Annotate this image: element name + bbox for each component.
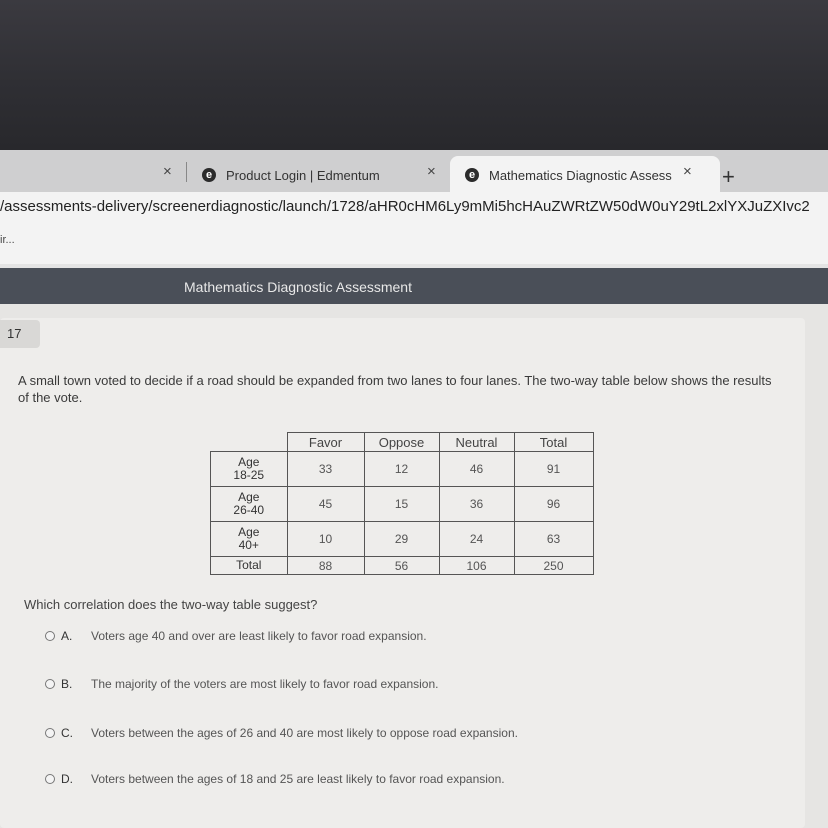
question-prompt: A small town voted to decide if a road should be expanded from two lanes to four lanes. The two-way table below shows the results of the vote. — [18, 373, 772, 405]
tab-mathematics-diagnostic[interactable] — [465, 158, 672, 192]
tab-title: Product Login | Edmentum — [226, 167, 380, 183]
close-previous-tab-icon[interactable]: × — [163, 163, 172, 180]
option-letter: B. — [61, 677, 73, 691]
bookmarks-bar — [0, 226, 828, 265]
monitor-bezel — [0, 0, 828, 150]
column-header-oppose: Oppose — [364, 433, 439, 452]
tab-title: Mathematics Diagnostic Assess — [489, 167, 672, 183]
question-ask: Which correlation does the two-way table suggest? — [24, 597, 318, 612]
question-number-badge — [0, 320, 40, 348]
option-letter: D. — [61, 772, 73, 786]
table-row — [211, 522, 594, 557]
answer-option-a[interactable] — [45, 629, 427, 643]
table-corner — [211, 433, 288, 452]
table-cell: 15 — [364, 487, 439, 522]
table-cell: 63 — [514, 522, 593, 557]
question-number: 17 — [7, 326, 22, 341]
table-cell: 33 — [287, 452, 364, 487]
table-cell: 96 — [514, 487, 593, 522]
radio-button[interactable] — [45, 679, 55, 689]
page-title: Mathematics Diagnostic Assessment — [184, 279, 412, 295]
address-bar[interactable] — [0, 192, 828, 226]
tab-separator — [186, 162, 187, 182]
table-cell: 250 — [514, 557, 593, 575]
option-text: Voters between the ages of 18 and 25 are least likely to favor road expansion. — [91, 772, 505, 786]
column-header-neutral: Neutral — [439, 433, 514, 452]
table-cell: 29 — [364, 522, 439, 557]
option-text: Voters between the ages of 26 and 40 are most likely to oppose road expansion. — [91, 726, 518, 740]
new-tab-icon[interactable]: + — [722, 164, 735, 189]
browser-window — [0, 150, 828, 828]
close-active-tab-icon[interactable]: × — [683, 163, 692, 180]
table-cell: 91 — [514, 452, 593, 487]
table-cell: 36 — [439, 487, 514, 522]
table-cell: 45 — [287, 487, 364, 522]
answer-option-c[interactable] — [45, 726, 518, 740]
option-letter: A. — [61, 629, 73, 643]
radio-button[interactable] — [45, 774, 55, 784]
column-header-total: Total — [514, 433, 593, 452]
edge-icon: e — [202, 168, 216, 182]
row-header: Age 18-25 — [211, 452, 288, 487]
table-cell: 56 — [364, 557, 439, 575]
row-header: Age 40+ — [211, 522, 288, 557]
edge-icon: e — [465, 168, 479, 182]
radio-button[interactable] — [45, 631, 55, 641]
bookmark-item[interactable]: ir... — [0, 234, 15, 246]
table-cell: 106 — [439, 557, 514, 575]
table-total-row — [211, 557, 594, 575]
table-row — [211, 452, 594, 487]
table-cell: 88 — [287, 557, 364, 575]
table-header-row — [211, 433, 594, 452]
two-way-table — [210, 432, 594, 575]
table-cell: 24 — [439, 522, 514, 557]
close-tab-icon[interactable]: × — [427, 163, 436, 180]
answer-option-b[interactable] — [45, 677, 439, 691]
table-row — [211, 487, 594, 522]
url-text[interactable]: /assessments-delivery/screenerdiagnostic/launch/1728/aHR0cHM6Ly9mMi5hcHAuZWRtZW50dW0uY29tL2xlYXJuZXIvc2 — [0, 198, 810, 215]
table-cell: 46 — [439, 452, 514, 487]
table-cell: 10 — [287, 522, 364, 557]
answer-option-d[interactable] — [45, 772, 505, 786]
column-header-favor: Favor — [287, 433, 364, 452]
tab-product-login[interactable] — [202, 158, 380, 192]
row-header-total: Total — [211, 557, 288, 575]
table-cell: 12 — [364, 452, 439, 487]
option-text: Voters age 40 and over are least likely to favor road expansion. — [91, 629, 427, 643]
tab-strip — [0, 150, 828, 192]
option-text: The majority of the voters are most likely to favor road expansion. — [91, 677, 439, 691]
option-letter: C. — [61, 726, 73, 740]
app-header — [0, 268, 828, 304]
row-header: Age 26-40 — [211, 487, 288, 522]
radio-button[interactable] — [45, 728, 55, 738]
